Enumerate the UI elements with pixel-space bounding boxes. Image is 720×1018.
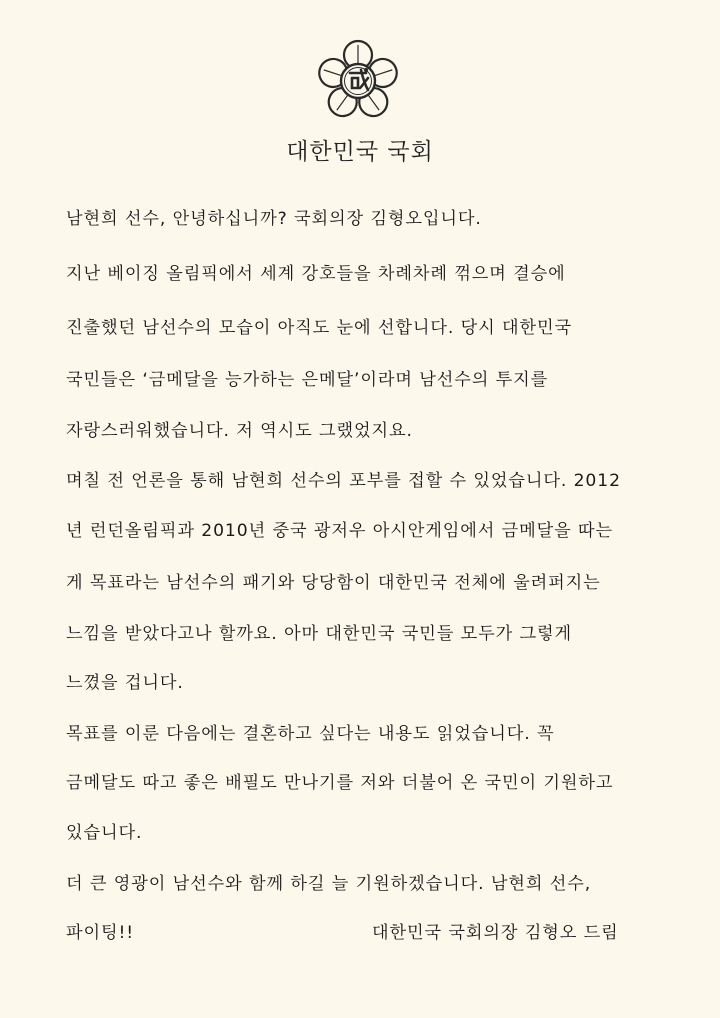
letter-line-14: 더 큰 영광이 남선수와 함께 하길 늘 기원하겠습니다. 남현희 선수, — [66, 874, 592, 894]
letter-line-4: 국민들은 ‘금메달을 능가하는 은메달’이라며 남선수의 투지를 — [66, 370, 549, 390]
signature: 대한민국 국회의장 김형오 드림 — [372, 923, 619, 943]
letter-line-2: 지난 베이징 올림픽에서 세계 강호들을 차례차례 꺾으며 결승에 — [66, 264, 566, 284]
letter-line-9: 느낌을 받았다고나 할까요. 아마 대한민국 국민들 모두가 그렇게 — [66, 624, 572, 644]
letter-line-6: 며칠 전 언론을 통해 남현희 선수의 포부를 접할 수 있었습니다. 2012 — [66, 471, 621, 491]
organization-name: 대한민국 국회 — [286, 139, 434, 165]
letter-line-7: 년 런던올림픽과 2010년 중국 광저우 아시안게임에서 금메달을 따는 — [66, 521, 613, 541]
letter-line-5: 자랑스러워했습니다. 저 역시도 그랬었지요. — [66, 421, 413, 441]
letter-line-12: 금메달도 따고 좋은 배필도 만나기를 저와 더불어 온 국민이 기원하고 — [66, 773, 614, 793]
letter-line-8: 게 목표라는 남선수의 패기와 당당함이 대한민국 전체에 울려퍼지는 — [66, 573, 601, 593]
letter-line-13: 있습니다. — [66, 823, 143, 843]
letter-line-3: 진출했던 남선수의 모습이 아직도 눈에 선합니다. 당시 대한민국 — [66, 318, 572, 338]
letter-line-11: 목표를 이룬 다음에는 결혼하고 싶다는 내용도 읽었습니다. 꼭 — [66, 724, 555, 744]
letter-line-1: 남현희 선수, 안녕하십니까? 국회의장 김형오입니다. — [66, 209, 482, 229]
national-assembly-emblem-icon — [313, 36, 403, 124]
letter-line-15: 파이팅!! — [66, 923, 135, 943]
letter-line-10: 느꼈을 겁니다. — [66, 673, 184, 693]
